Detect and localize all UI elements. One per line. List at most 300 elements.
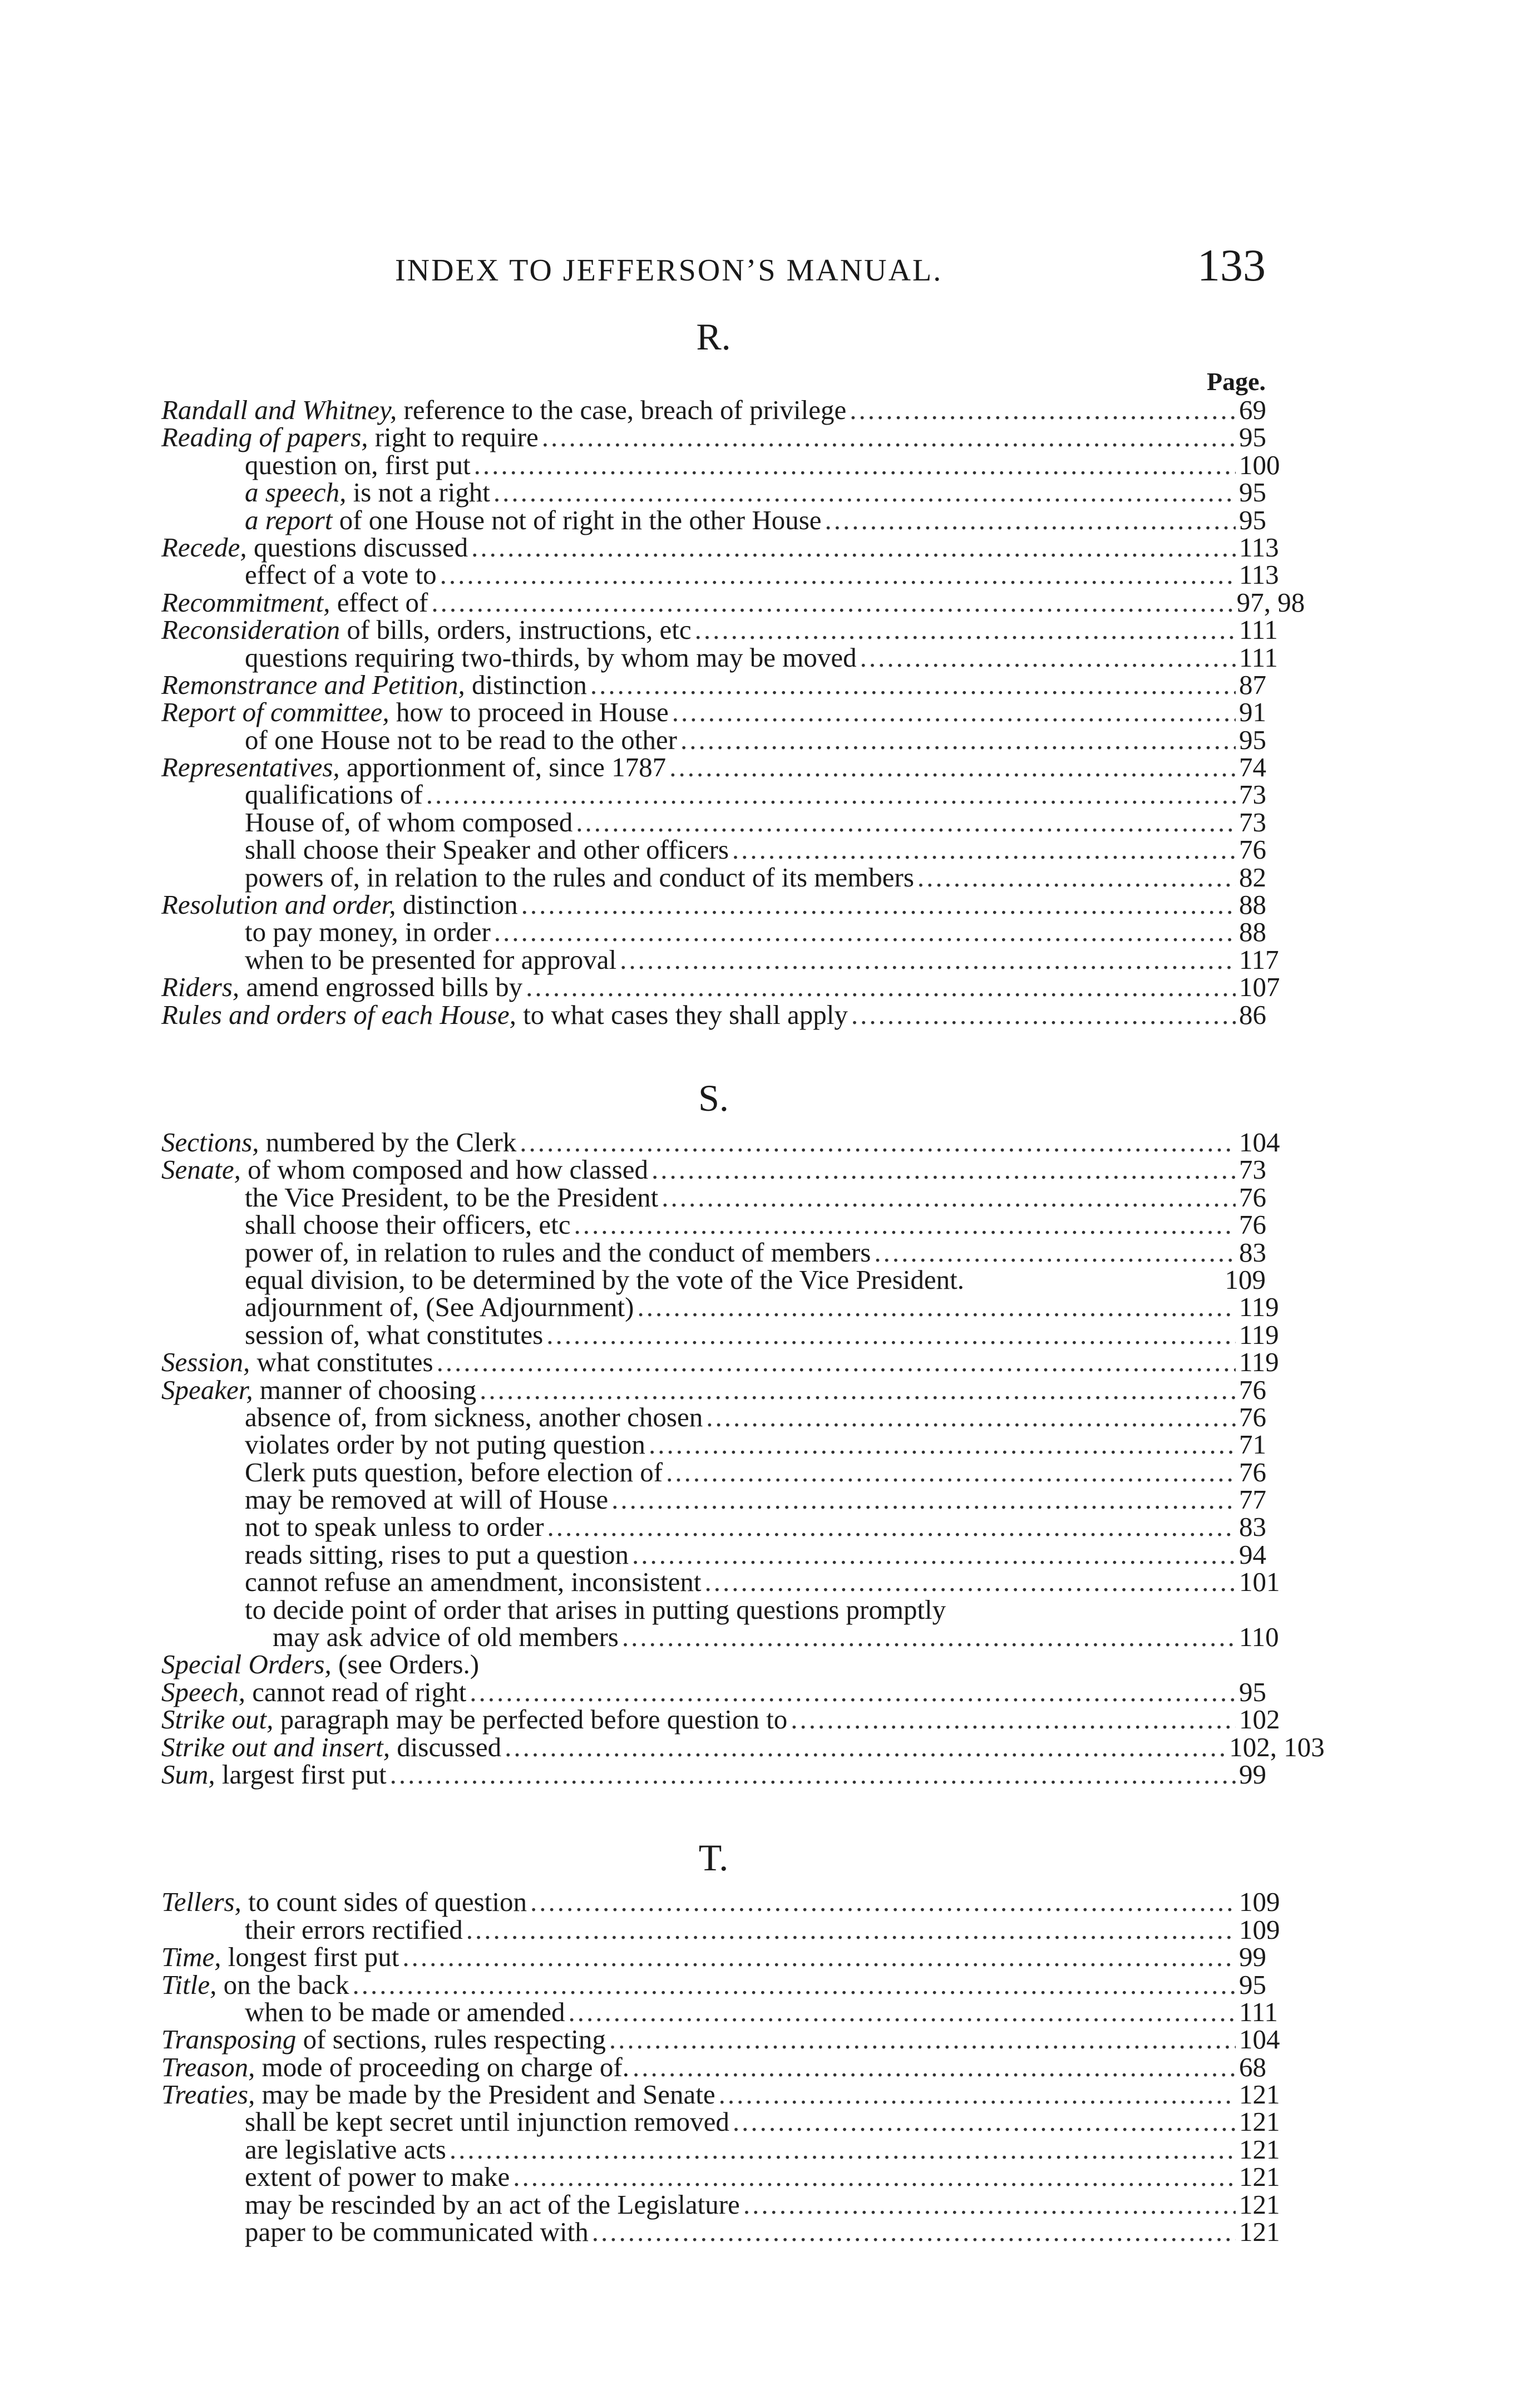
section-gap [161,1788,1266,1827]
entry-term: Speaker, [161,1374,253,1405]
entry-text: may be rescinded by an act of the Legislature [245,2189,740,2220]
entry-label [161,1001,848,1028]
entry-label [161,2081,715,2108]
entry-text: question on, first put [245,449,471,480]
index-entry [161,2053,1266,2081]
entry-page-number: 117 [1239,944,1279,975]
section-gap [161,1028,1266,1067]
leader-dots [493,479,1236,506]
entry-label [161,2053,629,2081]
entry-term: Transposing [161,2024,297,2055]
entry-text: reference to the case, breach of privilege [397,395,847,425]
entry-label [245,1998,565,2026]
entry-text: of whom composed and how classed [240,1154,649,1185]
entry-text: session of, what constitutes [245,1319,544,1350]
entry-page-number: 110 [1239,1622,1279,1653]
leader-dots [520,1129,1236,1156]
leader-dots [874,1239,1236,1266]
entry-page-number: 113 [1239,559,1279,590]
entry-text: House of, of whom composed [245,806,573,838]
leader-dots [632,1541,1236,1568]
entry-label [245,1239,871,1266]
index-entry [161,1996,1278,2027]
entry-label [245,917,491,948]
entry-page-number: 121 [1239,2106,1280,2137]
leader-dots [666,1459,1236,1486]
entry-label [161,531,468,563]
index-entry [161,726,1266,753]
entry-term: Special Orders, [161,1649,332,1680]
entry-label [245,726,677,753]
entry-text: to count sides of question [241,1886,527,1918]
entry-term: Rules and orders of each House, [161,999,516,1030]
entry-text: may be removed at will of House [245,1484,609,1515]
entry-page-number: 119 [1239,1292,1279,1323]
entry-text: apportionment of, since 1787 [339,752,667,783]
entry-page-number: 76 [1239,834,1266,865]
leader-dots [611,1486,1236,1513]
entry-text: is not a right [346,477,490,508]
leader-dots [860,644,1236,671]
entry-term: Senate, [161,1154,241,1185]
entry-term: Recede, [161,531,247,563]
leader-dots [542,423,1236,451]
index-entry [161,1914,1280,1945]
entry-text: on the back [216,1969,349,2000]
entry-label [161,753,666,781]
leader-dots [474,451,1236,479]
leader-dots [437,1348,1236,1376]
entry-term: Tellers, [161,1886,241,1918]
entry-text: their errors rectified [245,1914,463,1945]
entry-label [161,1706,787,1733]
entry-text: mode of proceeding on charge of. [255,2051,629,2082]
entry-page-number: 77 [1239,1484,1266,1515]
entry-label [245,561,437,588]
entry-page-number: 83 [1239,1237,1266,1268]
entry-page-number: 68 [1239,2051,1266,2082]
index-list-r [161,395,1305,1030]
index-entry [161,836,1266,863]
entry-label [245,836,729,863]
entry-text: shall choose their Speaker and other officers [245,834,729,865]
index-entry [161,698,1266,726]
leader-dots [719,2081,1236,2108]
index-entry [161,1731,1325,1762]
entry-page-number: 95 [1239,724,1266,755]
entry-page-number: 109 [1239,1886,1280,1918]
entry-label [245,2108,729,2135]
entry-term: Randall and Whitney, [161,395,397,425]
leader-dots [637,1293,1236,1321]
leader-dots [494,918,1236,945]
leader-dots [480,1376,1236,1403]
leader-dots [450,2136,1236,2163]
leader-dots [706,1403,1236,1431]
index-entry [161,2079,1280,2110]
entry-page-number: 86 [1239,999,1266,1030]
entry-term: Reading of papers, [161,422,368,453]
entry-text: (see Orders.) [331,1649,480,1680]
entry-text: when to be presented for approval [245,944,617,975]
entry-text: effect of a vote to [245,559,437,590]
index-entry [161,1292,1279,1323]
entry-label [245,2136,446,2163]
entry-page-number: 76 [1239,1209,1266,1240]
entry-text: numbered by the Clerk [259,1126,517,1157]
index-entry [161,1001,1266,1028]
entry-page-number: 109 [1239,1914,1280,1945]
index-entry [161,806,1266,838]
entry-text: may be made by the President and Senate [255,2079,715,2110]
entry-text: may ask advice of old members [273,1622,619,1653]
leader-dots [609,2026,1236,2053]
index-list-s [161,1126,1325,1790]
entry-text: adjournment of, (See Adjournment) [245,1292,634,1323]
leader-dots [574,1211,1236,1238]
entry-label [161,1886,527,1918]
entry-page-number: 88 [1239,917,1266,948]
leader-dots [526,973,1236,1001]
index-entry [161,1971,1266,1998]
entry-page-number: 121 [1239,2216,1280,2248]
entry-text: distinction [396,889,518,920]
entry-page-number: 76 [1239,1456,1266,1487]
entry-text: of bills, orders, instructions, etc [340,614,692,646]
index-entry [161,1651,1266,1678]
entry-label [245,2216,589,2248]
leader-dots [440,561,1236,588]
entry-text: effect of [330,587,428,618]
entry-text: when to be made or amended [245,1996,565,2027]
entry-label [161,1348,433,1376]
entry-page-number: 91 [1239,697,1266,728]
leader-dots [732,836,1236,863]
entry-label [161,671,587,698]
entry-page-number: 100 [1239,449,1280,480]
index-entry [161,1704,1280,1735]
entry-text: to decide point of order that arises in putting questions promptly [245,1594,946,1625]
index-entry [161,1211,1266,1238]
entry-term: Reconsideration [161,614,340,646]
entry-text: of sections, rules respecting [296,2024,606,2055]
entry-label [245,861,914,893]
leader-dots [505,1733,1226,1761]
leader-dots [547,1513,1236,1540]
index-entry [161,423,1266,451]
entry-term: Recommitment, [161,587,330,618]
leader-dots [669,753,1236,781]
entry-label [161,1733,501,1761]
entry-text: manner of choosing [253,1374,477,1405]
leader-dots [695,616,1236,643]
entry-label [161,1678,466,1706]
entry-text: largest first put [215,1758,387,1790]
leader-dots [791,1706,1236,1733]
entry-text: of one House not to be read to the other [245,724,677,755]
entry-page-number: 94 [1239,1539,1266,1570]
leader-dots [850,396,1236,423]
leader-dots [633,2053,1236,2081]
leader-dots [705,1568,1236,1595]
entry-term: Report of committee, [161,697,389,728]
entry-page-number: 73 [1239,779,1266,810]
entry-text: qualifications of [245,779,423,810]
index-entry [161,506,1266,534]
entry-text: the Vice President, to be the President [245,1181,659,1213]
leader-dots [743,2191,1236,2218]
leader-dots [651,1156,1236,1183]
entry-page-number: 76 [1239,1374,1266,1405]
entry-label [245,451,471,479]
entry-text: shall choose their officers, etc [245,1209,571,1240]
entry-page-number: 76 [1239,1401,1266,1432]
index-entry [161,861,1266,893]
entry-page-number: 101 [1239,1566,1280,1598]
entry-term: Remonstrance and Petition, [161,669,465,700]
entry-page-number: 104 [1239,1126,1280,1157]
entry-text: violates order by not puting question [245,1429,645,1460]
page-number: 133 [1197,240,1266,290]
index-entry [161,2161,1280,2193]
entry-term: Sections, [161,1126,259,1157]
entry-text: cannot refuse an amendment, inconsistent [245,1566,702,1598]
entry-label [245,1293,634,1321]
entry-term: Representatives, [161,752,340,783]
entry-term: Riders, [161,972,240,1003]
entry-label [161,2026,606,2053]
index-entry [161,1541,1266,1568]
entry-label [245,1511,544,1543]
entry-label [161,1943,399,1971]
entry-label [245,1403,703,1431]
entry-term: Treason, [161,2051,255,2082]
entry-text: equal division, to be determined by the vote of the Vice President. [245,1264,964,1295]
index-entry [161,1347,1279,1378]
leader-dots [672,698,1236,726]
entry-label [245,1486,608,1513]
section-letter-s: S. [698,1076,729,1119]
entry-page-number: 107 [1239,972,1280,1003]
leader-dots [513,2163,1236,2190]
leader-dots [546,1321,1236,1348]
leader-dots [466,1916,1236,1943]
index-entry [161,587,1305,618]
leader-dots [620,946,1236,973]
index-entry [161,1486,1266,1513]
leader-dots [426,781,1236,808]
entry-page-number: 95 [1239,477,1266,508]
leader-dots [917,864,1236,891]
leader-dots [471,534,1236,561]
entry-term: Sum, [161,1758,215,1790]
entry-label [245,1211,571,1238]
entry-term: Title, [161,1969,217,2000]
entry-label [245,1566,702,1598]
leader-dots [431,589,1233,616]
entry-label [245,1541,629,1568]
leader-dots [569,1998,1236,2026]
entry-label [245,946,616,973]
index-entry [161,1596,1266,1623]
entry-label [161,1758,387,1790]
entry-text: what constitutes [250,1347,433,1378]
entry-text: amend engrossed bills by [239,972,523,1003]
entry-text: reads sitting, rises to put a question [245,1539,629,1570]
entry-page-number: 121 [1239,2079,1280,2110]
index-entry [161,1266,1266,1293]
entry-term: Treaties, [161,2079,255,2110]
entry-page-number: 69 [1239,395,1266,425]
entry-page-number: 111 [1239,642,1278,673]
index-entry [161,1156,1266,1183]
entry-label [161,614,692,646]
entry-page-number: 82 [1239,861,1266,893]
entry-text: longest first put [221,1942,399,1973]
entry-label [245,1596,946,1623]
leader-dots [576,809,1236,836]
entry-page-number: 102 [1239,1704,1280,1735]
leader-dots [649,1431,1236,1458]
entry-text: questions requiring two-thirds, by whom may be moved [245,642,857,673]
leader-dots [825,506,1236,534]
entry-label [161,1971,349,1998]
index-entry [161,1403,1266,1431]
leader-dots [530,1888,1236,1915]
leader-dots [592,2218,1236,2245]
entry-text: to what cases they shall apply [516,999,848,1030]
entry-page-number: 95 [1239,1969,1266,2000]
entry-page-number: 95 [1239,1676,1266,1707]
index-entry [161,1376,1266,1403]
entry-text: to pay money, in order [245,917,491,948]
entry-text: paper to be communicated with [245,2216,589,2248]
entry-label [161,589,428,616]
entry-label [245,1431,645,1458]
index-list-t [161,1886,1280,2248]
entry-label [161,423,539,451]
entry-term: a report [245,504,333,535]
entry-text: cannot read of right [245,1676,467,1707]
entry-page-number: 97, 98 [1236,587,1305,618]
section-letter-t: T. [698,1836,729,1879]
index-entry [161,781,1266,808]
index-entry [161,2189,1280,2220]
page-header [161,239,1266,306]
entry-label [161,396,846,423]
entry-page-number: 83 [1239,1511,1266,1543]
entry-label [161,1651,479,1678]
index-entry [161,671,1266,698]
entry-label [161,1126,517,1157]
index-entry [161,1943,1266,1971]
entry-label [245,2161,510,2193]
entry-text: distinction [465,669,587,700]
entry-text: right to require [368,422,539,453]
entry-label [273,1623,619,1651]
leader-dots [680,726,1236,753]
entry-label [245,806,573,838]
index-entry [161,944,1279,975]
entry-page-number: 121 [1239,2161,1280,2193]
entry-page-number: 102, 103 [1229,1731,1325,1762]
entry-label [161,891,518,918]
leader-dots [851,1001,1236,1028]
running-head: INDEX TO JEFFERSON’S MANUAL. [395,253,943,288]
entry-page-number: 76 [1239,1181,1266,1213]
entry-term: a speech, [245,477,347,508]
entry-label [245,1181,659,1213]
index-entry [161,1886,1280,1918]
entry-label [245,506,822,534]
leader-dots [733,2108,1236,2135]
entry-page-number: 109 [1225,1264,1266,1295]
entry-page-number: 73 [1239,1154,1266,1185]
entry-page-number: 111 [1239,614,1278,646]
entry-page-number: 95 [1239,504,1266,535]
entry-text: not to speak unless to order [245,1511,544,1543]
entry-label [245,1321,543,1348]
index-entry [161,642,1278,673]
leader-dots [470,1678,1236,1706]
index-entry [161,531,1279,563]
index-entry [161,1239,1266,1266]
entry-text: questions discussed [246,531,468,563]
section-letter-r: R. [696,316,731,358]
entry-text: power of, in relation to rules and the conduct of members [245,1237,871,1268]
entry-term: Strike out and insert, [161,1731,391,1762]
entry-label [245,1916,463,1943]
index-page [161,239,1325,2248]
leader-dots [590,671,1236,698]
index-entry [161,614,1278,646]
entry-text: absence of, from sickness, another chosen [245,1401,703,1432]
index-entry [161,1566,1280,1598]
entry-term: Strike out, [161,1704,274,1735]
index-entry [161,2216,1280,2248]
index-entry [161,2024,1280,2055]
entry-page-number: 73 [1239,806,1266,838]
entry-page-number: 119 [1239,1319,1279,1350]
index-entry [161,1622,1279,1653]
entry-term: Speech, [161,1676,245,1707]
entry-page-number: 121 [1239,2134,1280,2165]
index-entry [161,2106,1280,2137]
index-entry [161,917,1266,948]
entry-page-number: 104 [1239,2024,1280,2055]
entry-label [245,479,490,506]
index-entry [161,396,1266,423]
entry-page-number: 99 [1239,1758,1266,1790]
entry-label [161,1156,648,1183]
entry-label [245,644,857,671]
entry-label [245,1266,964,1293]
leader-dots [622,1623,1236,1651]
entry-label [245,2191,740,2218]
entry-text: powers of, in relation to the rules and conduct of its members [245,861,914,893]
index-entry [161,1431,1266,1458]
index-entry [161,2134,1280,2165]
leader-dots [521,891,1236,918]
entry-label [245,1456,663,1487]
entry-label [245,781,423,808]
entry-term: Resolution and order, [161,889,396,920]
leader-dots [662,1184,1236,1211]
index-entry [161,1319,1279,1350]
entry-label [161,698,669,726]
entry-page-number: 95 [1239,422,1266,453]
entry-term: Time, [161,1942,221,1973]
